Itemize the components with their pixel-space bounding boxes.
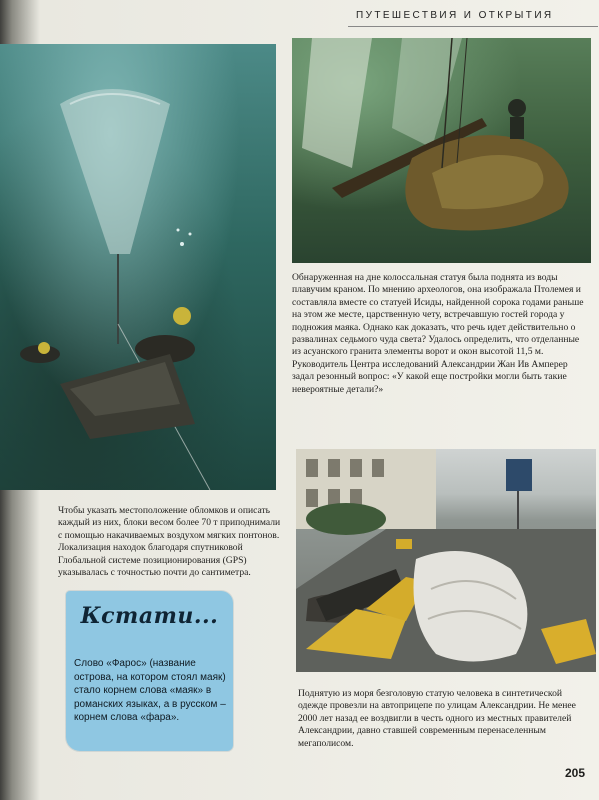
statue-lift-illustration — [292, 38, 591, 263]
kstati-text: Слово «Фарос» (название острова, на котором стоял маяк) стало корнем слова «маяк» в романских языках, а в русском – корнем слова «фара». — [74, 658, 226, 723]
underwater-scene-illustration — [0, 44, 276, 490]
section-title: ПУТЕШЕСТВИЯ И ОТКРЫТИЯ — [356, 10, 554, 21]
caption-statue-lift: Обнаруженная на дне колоссальная статуя была поднята из воды плавучим краном. По мнению археологов, она изображала Птолемея и составляла вместе со статуей Исиды, найденной сорока годами раньше на этом же месте, царственную чету, встречавшую гостей города у подножия маяка. Однако как доказать, что речь идет действительно о развалинах седьмого чуда света? Удалось определить, что отделанные из асуанского гранита элементы ворот и окон высотой 11,5 м. Руководитель Центра исследований Александрии Жан Ив Амперер задал резонный вопрос: «У какой еще постройки могли быть такие невероятные детали?» — [292, 272, 584, 395]
underwater-photo-statue-lift — [292, 38, 591, 263]
street-photo-statue-transport — [296, 449, 596, 672]
underwater-photo-divers — [0, 44, 276, 490]
caption-statue-transport: Поднятую из моря безголовую статую человека в синтетической одежде провезли на автоприцепе по улицам Александрии. Не менее 2000 лет назад ее воздвигли в честь одного из местных правителей Александрии, давно ставшей современным перенаселенным мегаполисом. — [298, 688, 576, 749]
street-scene-illustration — [296, 449, 596, 672]
kstati-title: Кстати... — [80, 603, 219, 629]
header-rule — [348, 26, 598, 27]
page-number: 205 — [565, 766, 586, 780]
kstati-sidebar-box — [66, 591, 233, 751]
caption-pontoons: Чтобы указать местоположение обломков и описать каждый из них, блоки весом более 70 т приподнимали с помощью накачиваемых воздухом мягких понтонов. Локализация находок благодаря спутниковой Глобальной системе позиционирования (GPS) указывалась с точностью почти до сантиметра. — [58, 505, 281, 579]
